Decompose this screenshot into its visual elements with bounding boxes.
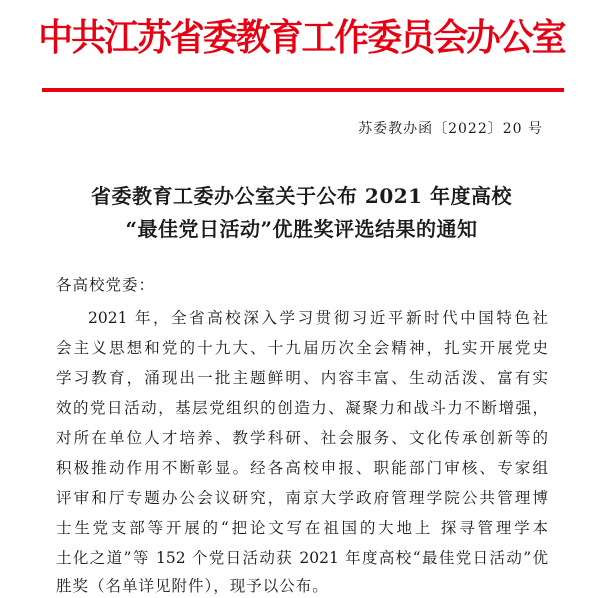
body-line: 胜奖（名单详见附件），现予以公布。 [56,577,329,595]
body-line: 对所在单位人才培养、教学科研、社会服务、文化传承创新等的 [56,429,548,447]
red-divider-line [42,88,564,92]
notice-title-line-1: 省委教育工委办公室关于公布 2021 年度高校 [90,184,513,208]
salutation: 各高校党委： [56,276,156,294]
body-line: 2021 年，全省高校深入学习贯彻习近平新时代中国特色社 [88,309,548,327]
body-line: 会主义思想和党的十九大、十九届历次全会精神，扎实开展党史 [56,339,548,357]
body-line: 士生党支部等开展的“把论文写在祖国的大地上 探寻管理学本 [56,519,548,537]
body-line: 学习教育，涌现出一批主题鲜明、内容丰富、生动活泼、富有实 [56,369,548,387]
masthead-title: 中共江苏省委教育工作委员会办公室 [38,16,565,59]
document-number: 苏委教办函〔2022〕20 号 [358,121,543,137]
body-line: 评审和厅专题办公会议研究，南京大学政府管理学院公共管理博 [56,489,548,507]
body-line: 积极推动作用不断彰显。经各高校申报、职能部门审核、专家组 [56,459,548,477]
body-line: 土化之道”等 152 个党日活动获 2021 年度高校“最佳党日活动”优 [56,549,548,567]
notice-title-line-2: “最佳党日活动”优胜奖评选结果的通知 [125,217,478,241]
body-line: 效的党日活动，基层党组织的创造力、凝聚力和战斗力不断增强， [56,399,548,417]
